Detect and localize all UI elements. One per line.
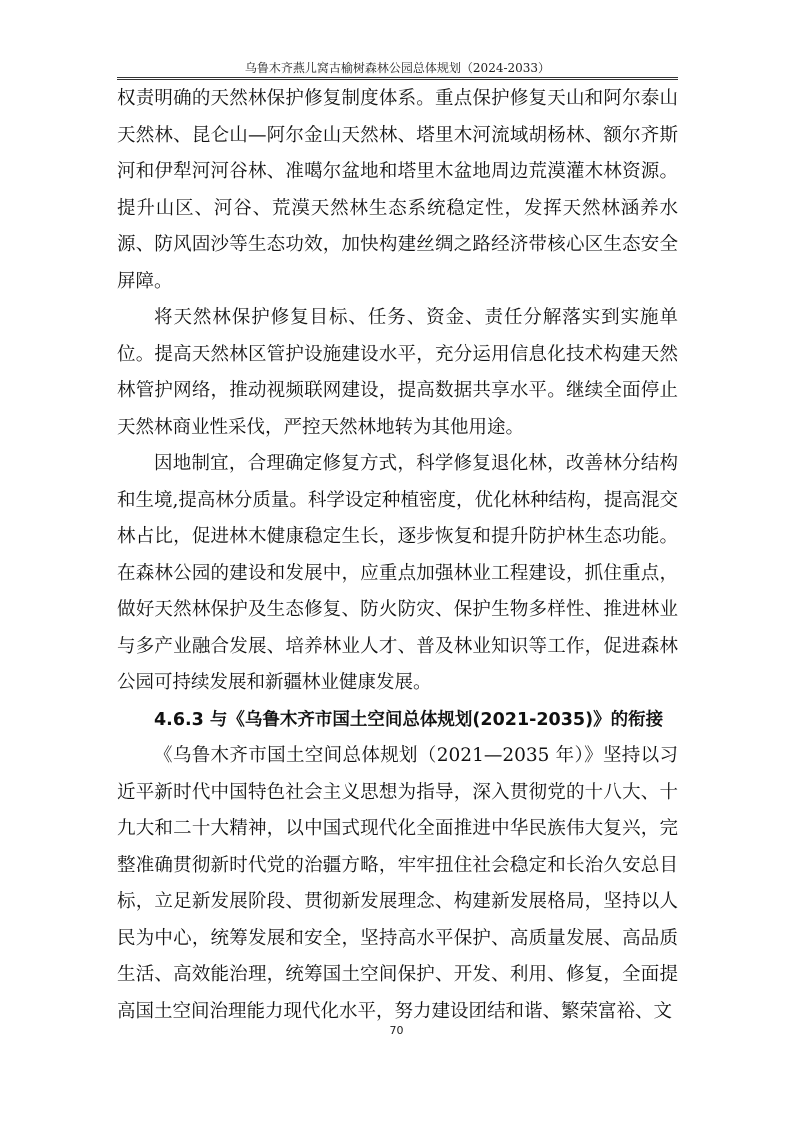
page-number: 70 — [389, 1024, 404, 1037]
header-rule — [117, 77, 678, 80]
section-heading: 4.6.3 与《乌鲁木齐市国土空间总体规划(2021-2035)》的衔接 — [154, 709, 664, 730]
body-paragraph: 将天然林保护修复目标、任务、资金、责任分解落实到实施单位。提高天然林区管护设施建设水平，充分运用信息化技术构建天然林管护网络，推动视频联网建设，提高数据共享水平。继续全面停止天然林商业性采伐，严控天然林地转为其他用途。 — [117, 307, 678, 438]
body-paragraph: 因地制宜，合理确定修复方式，科学修复退化林，改善林分结构和生境,提高林分质量。科学设定种植密度，优化林种结构，提高混交林占比，促进林木健康稳定生长，逐步恢复和提升防护林生态功能。在森林公园的建设和发展中，应重点加强林业工程建设，抓住重点，做好天然林保护及生态修复、防火防灾、保护生物多样性、推进林业与多产业融合发展、培养林业人才、普及林业知识等工作，促进森林公园可持续发展和新疆林业健康发展。 — [117, 453, 678, 693]
body-paragraph-continued: 权责明确的天然林保护修复制度体系。重点保护修复天山和阿尔泰山天然林、昆仑山—阿尔金山天然林、塔里木河流域胡杨林、额尔齐斯河和伊犁河河谷林、准噶尔盆地和塔里木盆地周边荒漠灌木林资源。提升山区、河谷、荒漠天然林生态系统稳定性，发挥天然林涵养水源、防风固沙等生态功效，加快构建丝绸之路经济带核心区生态安全屏障。 — [117, 88, 678, 292]
section-body-paragraph: 《乌鲁木齐市国土空间总体规划（2021—2035 年）》坚持以习近平新时代中国特色社会主义思想为指导，深入贯彻党的十八大、十九大和二十大精神，以中国式现代化全面推进中华民族伟大复兴，完整准确贯彻新时代党的治疆方略，牢牢扭住社会稳定和长治久安总目标，立足新发展阶段、贯彻新发展理念、构建新发展格局，坚持以人民为中心，统筹发展和安全，坚持高水平保护、高质量发展、高品质生活、高效能治理，统筹国土空间保护、开发、利用、修复，全面提高国土空间治理能力现代化水平，努力建设团结和谐、繁荣富裕、文 — [117, 745, 678, 1022]
page-body — [117, 81, 678, 1030]
running-header: 乌鲁木齐燕儿窝古榆树森林公园总体规划（2024-2033） — [244, 61, 551, 75]
